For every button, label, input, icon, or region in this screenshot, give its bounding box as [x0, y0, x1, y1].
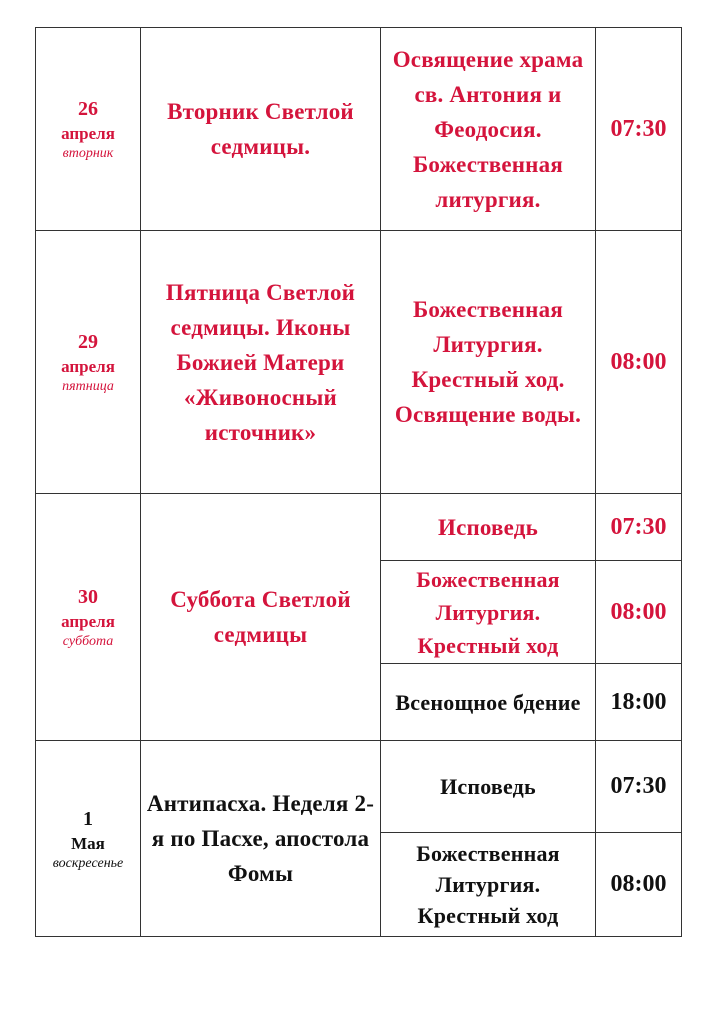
schedule-row [36, 231, 682, 494]
service-time: 07:30 [596, 28, 682, 231]
month-name: апреля [61, 357, 115, 376]
service-name: Божественная Литургия. Крестный ход [381, 561, 596, 664]
service-time: 08:00 [596, 833, 682, 937]
day-number: 1 [83, 807, 93, 830]
service-time: 08:00 [596, 561, 682, 664]
feast-title: Пятница Светлой седмицы. Иконы Божией Матери «Живоносный источник» [141, 231, 381, 494]
month-name: Мая [71, 833, 105, 853]
service-name: Исповедь [381, 741, 596, 833]
date-cell [36, 231, 141, 494]
date-cell [36, 28, 141, 231]
weekday: вторник [62, 146, 114, 161]
day-number: 30 [78, 586, 98, 608]
weekday: воскресенье [52, 855, 124, 871]
feast-title: Суббота Светлой седмицы [141, 494, 381, 741]
service-name: Освящение храма св. Антония и Феодосия. Божественная литургия. [381, 28, 596, 231]
service-name: Божественная Литургия. Крестный ход. Освящение воды. [381, 231, 596, 494]
service-time: 07:30 [596, 741, 682, 833]
service-name: Всенощное бдение [381, 664, 596, 741]
service-time: 07:30 [596, 494, 682, 561]
schedule-row [36, 28, 682, 231]
month-name: апреля [61, 612, 115, 631]
day-number: 26 [78, 98, 98, 120]
feast-title: Антипасха. Неделя 2-я по Пасхе, апостола Фомы [141, 741, 381, 937]
day-number: 29 [78, 331, 98, 353]
weekday: пятница [62, 379, 114, 394]
service-name: Божественная Литургия. Крестный ход [381, 833, 596, 937]
schedule-row [36, 494, 682, 561]
service-name: Исповедь [381, 494, 596, 561]
feast-title: Вторник Светлой седмицы. [141, 28, 381, 231]
service-schedule-table [35, 27, 682, 937]
date-cell [36, 494, 141, 741]
weekday: суббота [62, 634, 114, 649]
service-time: 18:00 [596, 664, 682, 741]
month-name: апреля [61, 124, 115, 143]
schedule-row [36, 741, 682, 833]
service-time: 08:00 [596, 231, 682, 494]
date-cell [36, 741, 141, 937]
